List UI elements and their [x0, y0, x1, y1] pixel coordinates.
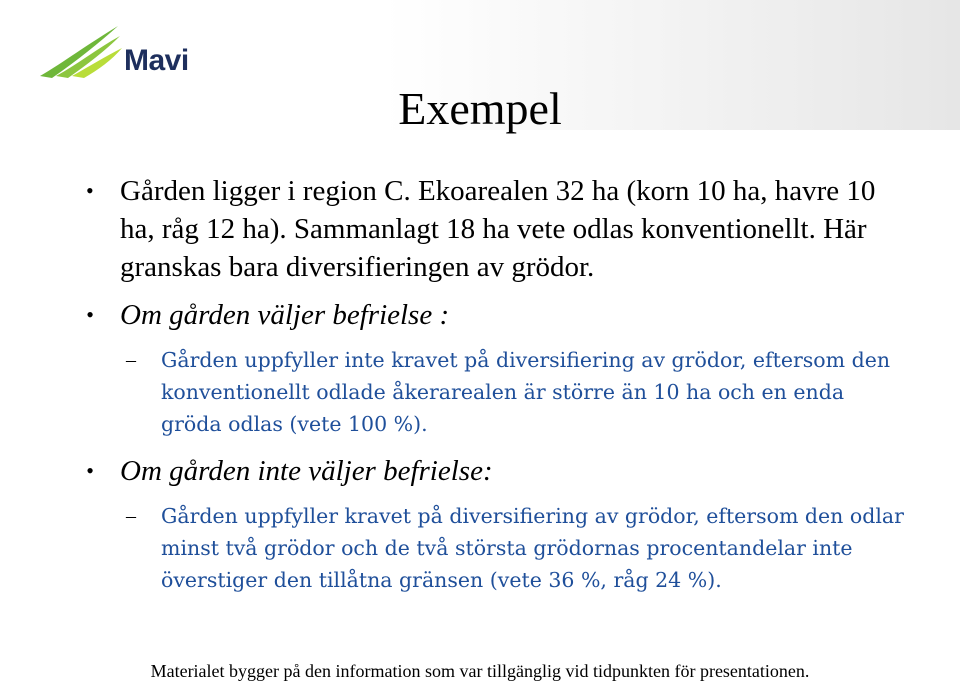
sub-bullet-text: Gården uppfyller kravet på diversifiering av grödor, eftersom den odlar minst två grödor och de två största grödornas procentandelar inte överstiger den tillåtna gränsen (vete 36 %, råg 24 %). [161, 504, 904, 592]
bullet-list [86, 172, 906, 608]
bullet-item [86, 296, 906, 334]
bullet-dot-icon: • [86, 178, 94, 203]
bullet-item [86, 452, 906, 490]
footer-note: Materialet bygger på den information som var tillgänglig vid tidpunkten för presentationen. [150, 661, 810, 681]
dash-icon: – [126, 505, 136, 527]
sub-bullet-item [86, 344, 906, 440]
bullet-dot-icon: • [86, 302, 94, 327]
bullet-text: Gården ligger i region C. Ekoarealen 32 ha (korn 10 ha, havre 10 ha, råg 12 ha). Sammanlagt 18 ha vete odlas konventionellt. Här granskas bara diversifieringen av grödor. [120, 175, 876, 283]
sub-bullet-item [86, 500, 906, 596]
dash-icon: – [126, 349, 136, 371]
mavi-logo-text: Mavi [124, 44, 189, 77]
bullet-text: Om gården väljer befrielse : [120, 299, 450, 331]
bullet-text: Om gården inte väljer befrielse: [120, 455, 493, 487]
bullet-item [86, 172, 906, 286]
bullet-dot-icon: • [86, 458, 94, 483]
slide-title: Exempel [398, 83, 562, 134]
sub-bullet-text: Gården uppfyller inte kravet på diversifiering av grödor, eftersom den konventionellt odlade åkerarealen är större än 10 ha och en enda gröda odlas (vete 100 %). [161, 348, 891, 436]
